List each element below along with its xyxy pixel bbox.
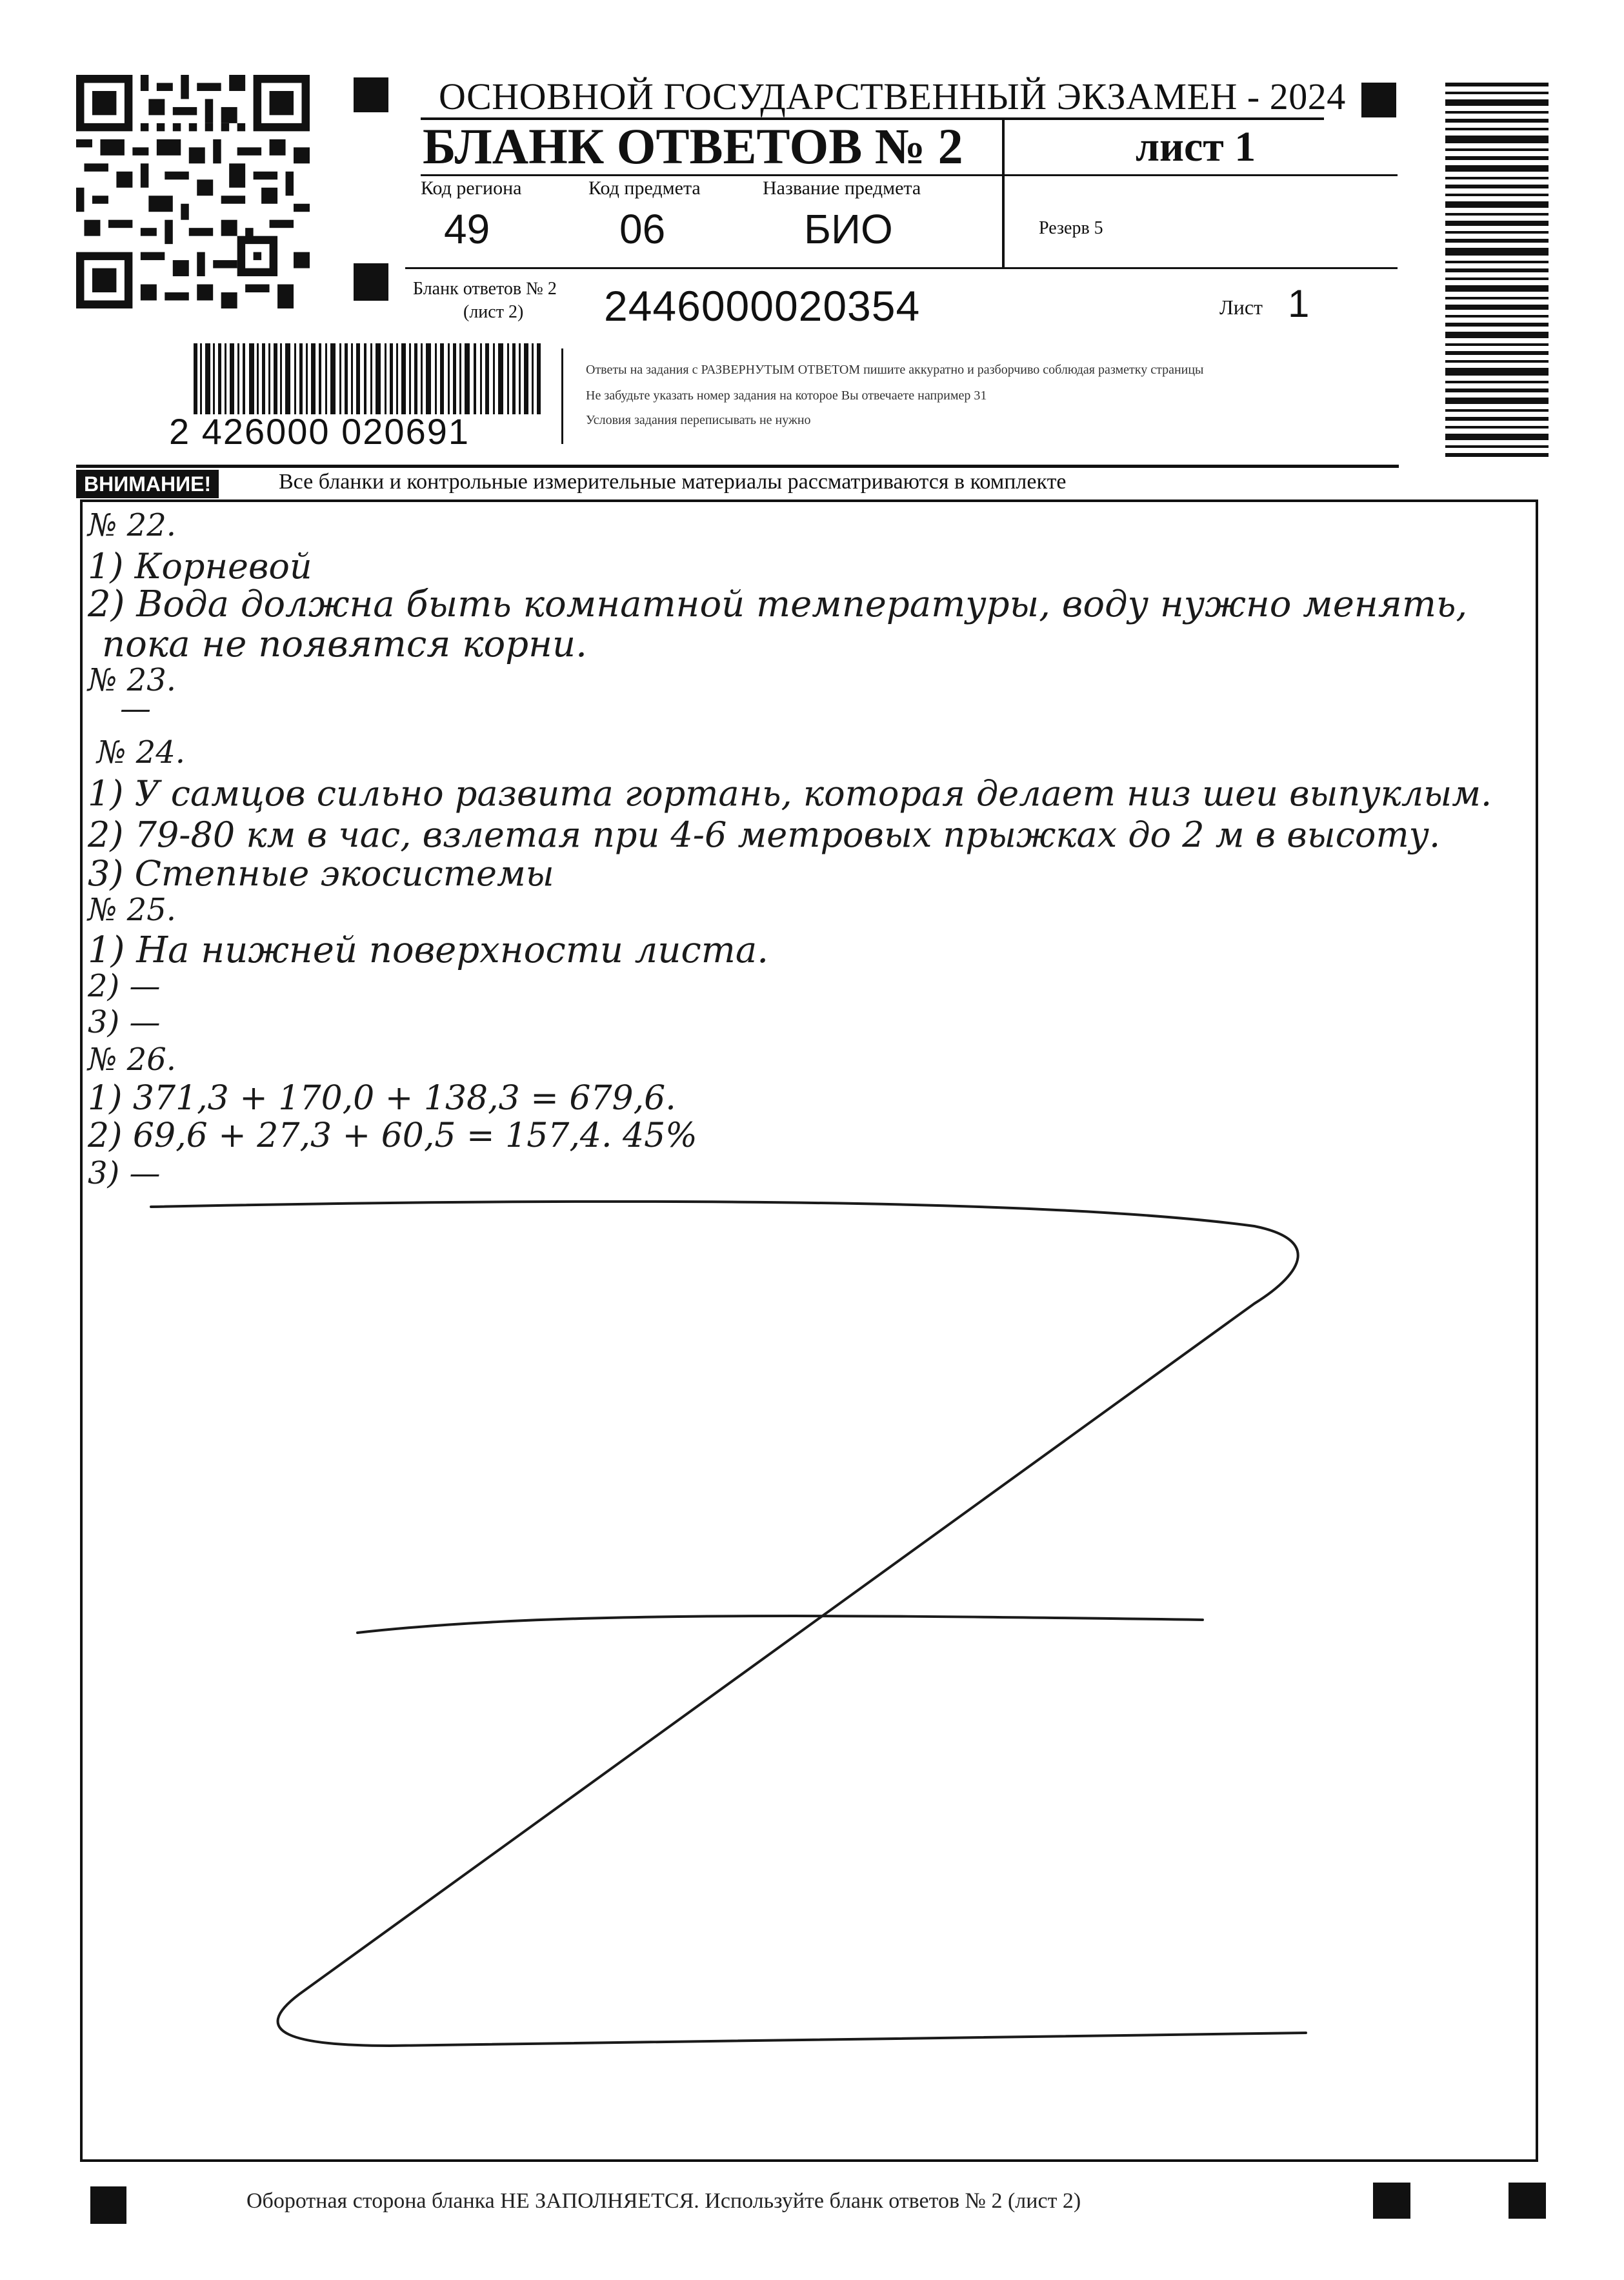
form-ref-line2: (лист 2) <box>463 302 524 322</box>
answer-line: 2) 69,6 + 27,3 + 60,5 = 157,4. 45% <box>88 1116 697 1155</box>
alignment-marker-top-right <box>1361 83 1396 117</box>
instruction-line-2: Не забудьте указать номер задания на которое Вы отвечаете например 31 <box>586 388 987 403</box>
exam-title: ОСНОВНОЙ ГОСУДАРСТВЕННЫЙ ЭКЗАМЕН - 2024 <box>439 76 1346 117</box>
vertical-barcode-icon <box>1445 83 1549 457</box>
subject-code-label: Код предмета <box>588 177 701 199</box>
subject-name-label: Название предмета <box>763 177 921 199</box>
alignment-marker-bottom-right-2 <box>1509 2183 1546 2219</box>
alignment-marker-bottom-right-1 <box>1373 2183 1410 2219</box>
answer-line: № 26. <box>88 1042 177 1078</box>
subject-code-value: 06 <box>619 206 666 252</box>
barcode-side-divider <box>561 348 563 444</box>
warning-badge: ВНИМАНИЕ! <box>76 470 219 498</box>
sheet-label: лист 1 <box>1136 123 1256 170</box>
answer-line: 3) Степные экосистемы <box>88 853 554 894</box>
barcode-number: 2 426000 020691 <box>169 411 470 452</box>
header-row-divider <box>421 174 1398 176</box>
region-code-label: Код региона <box>421 177 522 199</box>
answer-line: № 23. <box>88 662 177 698</box>
alignment-marker-top-left <box>354 77 388 112</box>
answer-line: 1) На нижней поверхности листа. <box>88 929 769 971</box>
list-label: Лист <box>1219 296 1263 319</box>
warning-text: Все бланки и контрольные измерительные материалы рассматриваются в комплекте <box>279 470 1067 494</box>
instruction-line-1: Ответы на задания с РАЗВЕРНУТЫМ ОТВЕТОМ пишите аккуратно и разборчиво соблюдая разметку страницы <box>586 363 1204 377</box>
answer-line: 2) Вода должна быть комнатной температуры, воду нужно менять, <box>88 583 1468 625</box>
form-ref-line1: Бланк ответов № 2 <box>413 279 557 299</box>
barcode-icon <box>194 343 542 414</box>
form-title-divider <box>1002 120 1005 268</box>
form-number: 2446000020354 <box>604 282 921 330</box>
answer-line: 1) Корневой <box>88 546 312 587</box>
header-bottom-rule <box>76 465 1399 468</box>
answer-line: 3) — <box>88 1155 161 1191</box>
z-strikeout-mark <box>80 1162 1538 2065</box>
codes-row-divider <box>405 267 1398 269</box>
footer-note: Оборотная сторона бланка НЕ ЗАПОЛНЯЕТСЯ. Используйте бланк ответов № 2 (лист 2) <box>246 2189 1081 2213</box>
alignment-marker-mid-left <box>354 263 388 301</box>
answer-line: пока не появятся корни. <box>102 623 587 665</box>
answer-line: № 25. <box>88 892 177 928</box>
form-title: БЛАНК ОТВЕТОВ № 2 <box>423 118 963 174</box>
answer-line: 1) 371,3 + 170,0 + 138,3 = 679,6. <box>88 1079 676 1118</box>
region-code-value: 49 <box>444 206 490 252</box>
answer-line: № 24. <box>97 734 186 771</box>
answer-line: 1) У самцов сильно развита гортань, которая делает низ шеи выпуклым. <box>88 773 1492 814</box>
alignment-marker-bottom-left <box>90 2186 126 2224</box>
instruction-line-3: Условия задания переписывать не нужно <box>586 413 811 427</box>
answer-line: 2) 79-80 км в час, взлетая при 4-6 метровых прыжках до 2 м в высоту. <box>88 814 1441 855</box>
qr-code-icon <box>76 75 310 308</box>
answer-line: — <box>120 691 151 727</box>
list-number: 1 <box>1288 282 1310 325</box>
answer-line: 2) — <box>88 968 161 1004</box>
subject-name-value: БИО <box>804 206 893 252</box>
reserve-label: Резерв 5 <box>1039 218 1103 238</box>
answer-line: 3) — <box>88 1004 161 1040</box>
answer-line: № 22. <box>88 507 177 543</box>
